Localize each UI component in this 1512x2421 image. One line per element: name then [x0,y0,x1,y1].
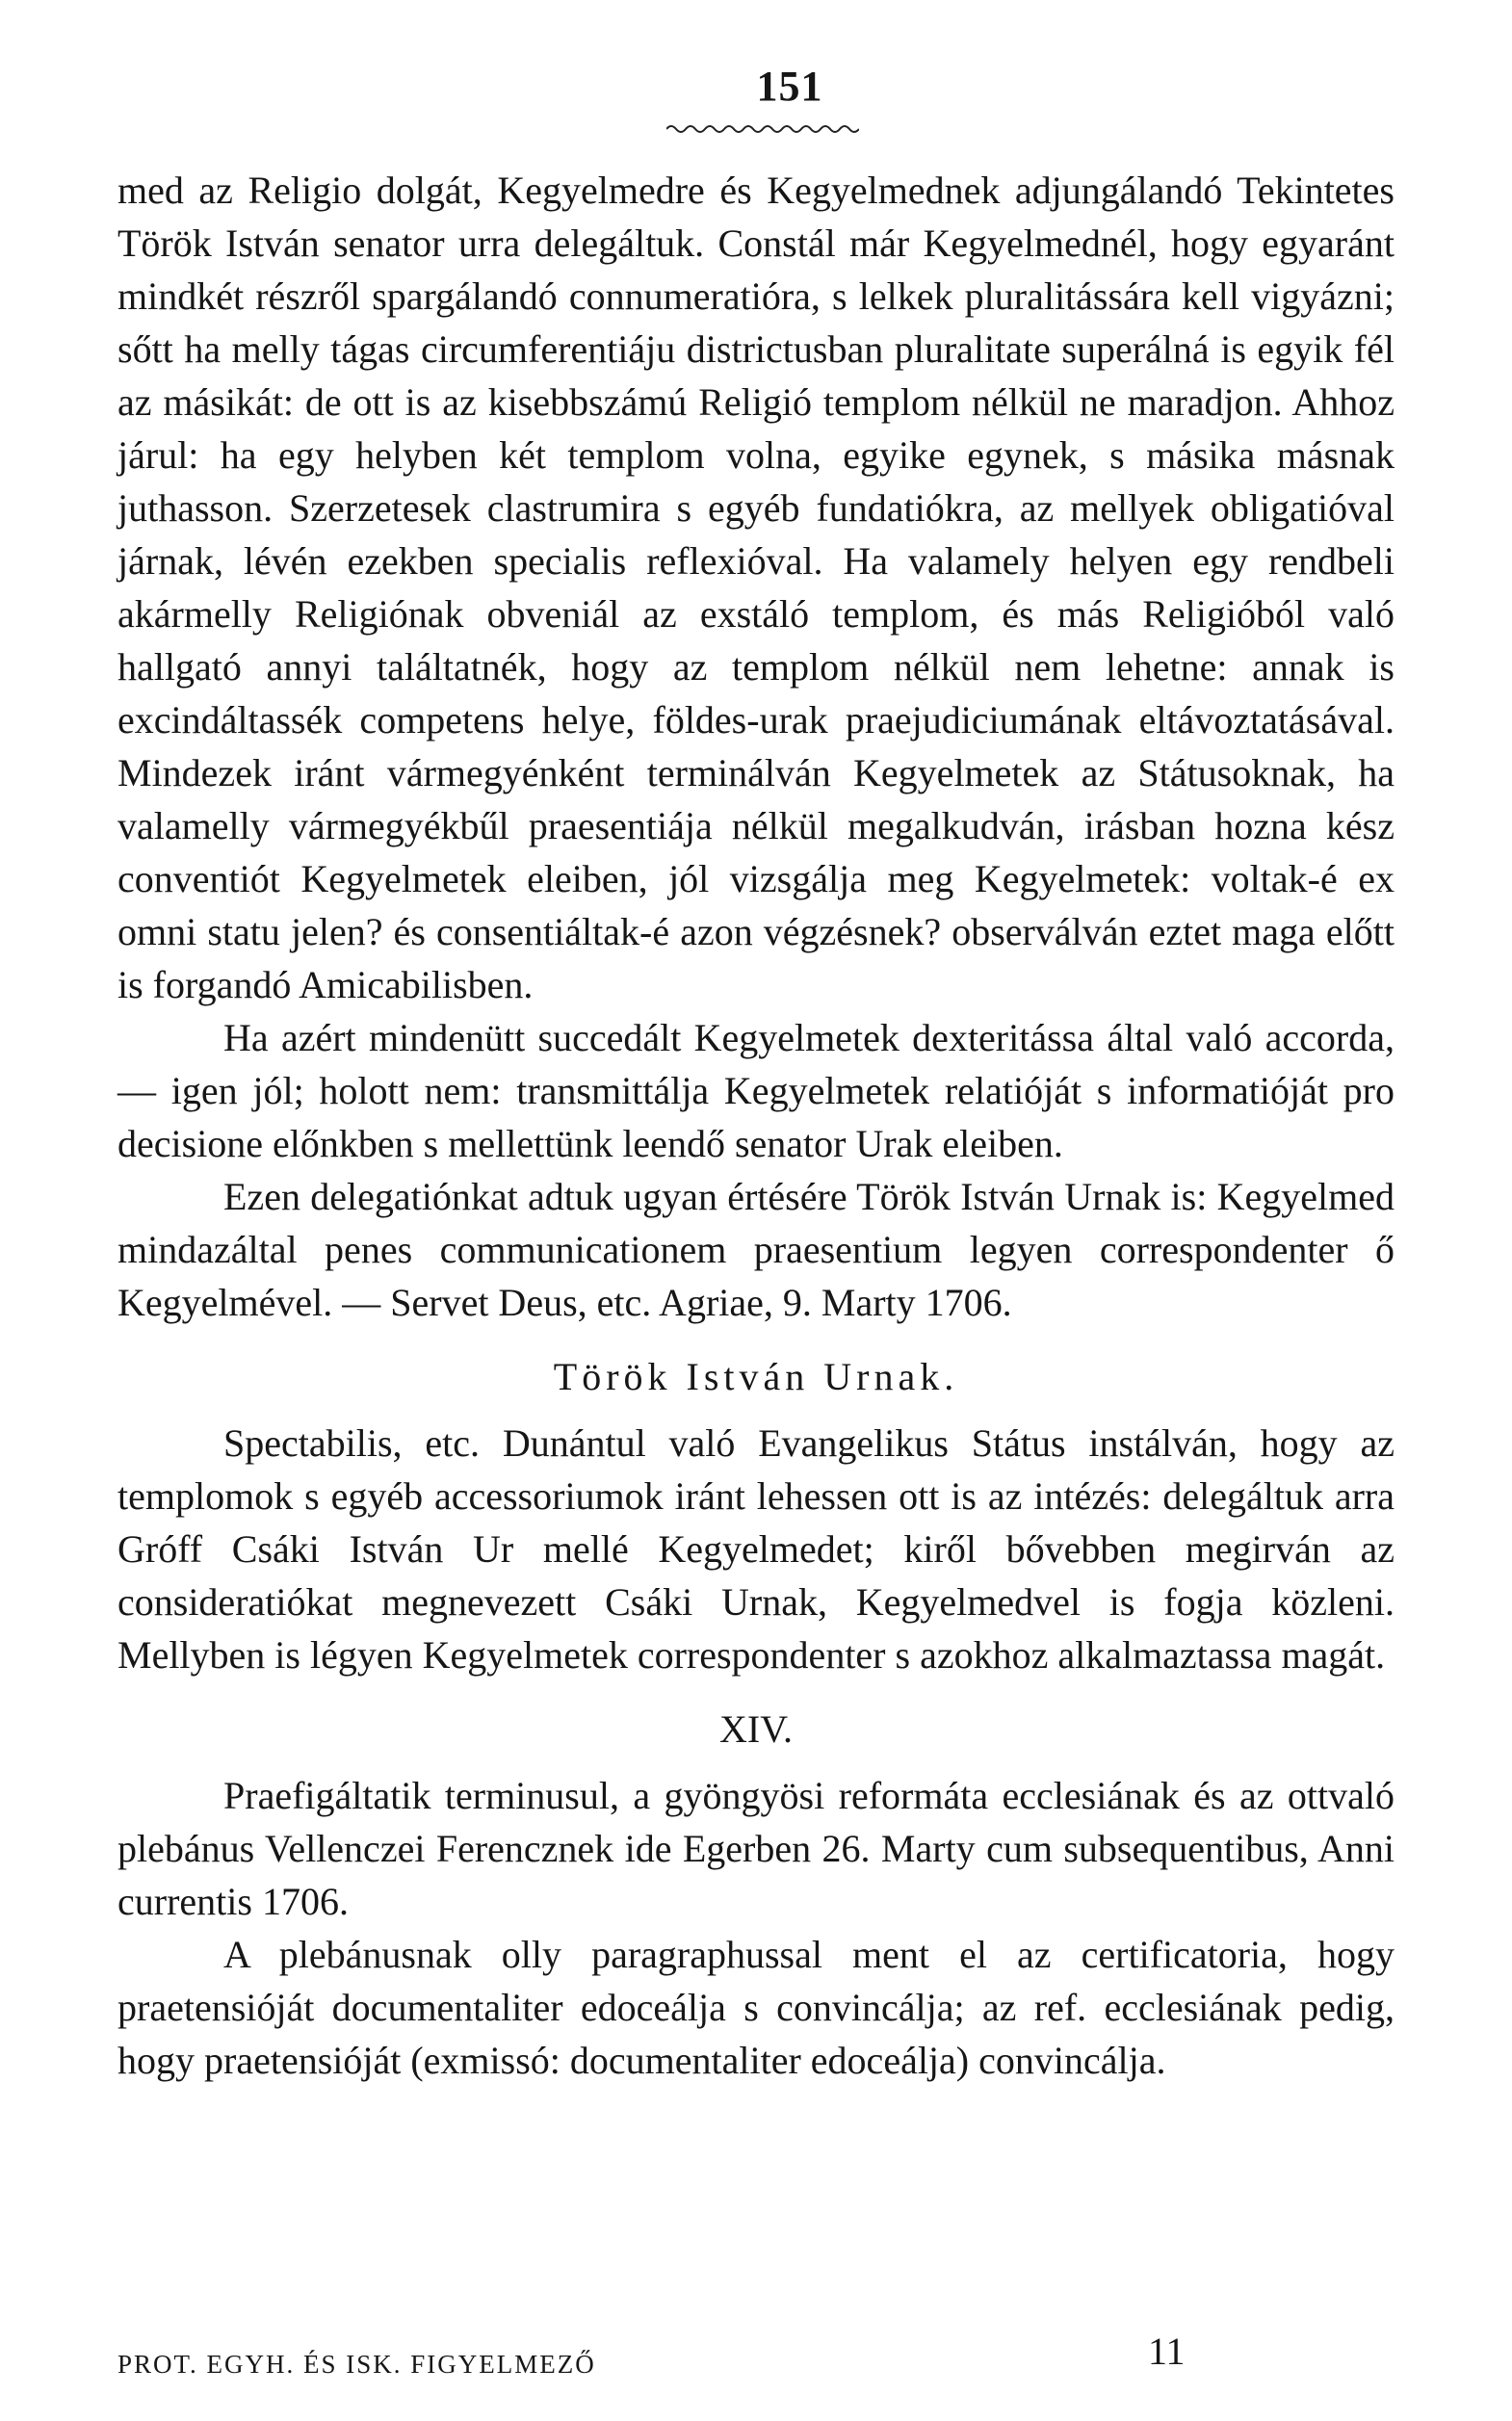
letter-heading: Török István Urnak. [553,1355,959,1398]
signature-mark: 11 [1148,2330,1186,2373]
page-number: 151 [756,63,823,110]
section-paragraph-1: Praefigáltatik terminusul, a gyöngyösi reformáta ecclesiának és az ottvaló plebánus Vellenczei Ferencznek ide Egerben 26. Marty cum subsequentibus, Anni currentis 1706. [117,1774,1395,1923]
paragraph-2: Ha azért mindenütt succedált Kegyelmetek dexteritássa által való accorda, — igen jól; holott nem: transmittálja Kegyelmetek relatióját s informatióját pro decisione előnkben s mellettünk leendő senator Urak eleiben. [117,1016,1395,1165]
page-footer [117,2329,1395,2386]
letter-paragraph: Spectabilis, etc. Dunántul való Evangelikus Státus instálván, hogy az templomok s egyéb accessoriumok iránt lehessen ott is az intézés: delegáltuk arra Gróff Csáki István Ur mellé Kegyelmedet; kiről bővebben megirván az consideratiókat megnevezett Csáki Urnak, Kegyelmedvel is fogja közleni. Mellyben is légyen Kegyelmetek correspondenter s azokhoz alkalmaztassa magát. [117,1421,1395,1677]
section-paragraph-2: A plebánusnak olly paragraphussal ment el az certificatoria, hogy praetensióját documentaliter edoceálja s convincálja; az ref. ecclesiának pedig, hogy praetensióját (exmissó: documentaliter edoceálja) convincálja. [117,1933,1395,2082]
book-page [117,0,1395,2421]
page-body [117,164,1395,2087]
journal-title: PROT. EGYH. ÉS ISK. FIGYELMEZŐ [117,2350,596,2379]
page-header [117,62,1395,168]
paragraph-3: Ezen delegatiónkat adtuk ugyan értésére Török István Urnak is: Kegyelmed mindazáltal penes communicationem praesentium legyen correspondenter ő Kegyelmével. — Servet Deus, etc. Agriae, 9. Marty 1706. [117,1175,1395,1324]
wavy-rule-ornament [666,119,859,139]
paragraph-1: med az Religio dolgát, Kegyelmedre és Kegyelmednek adjungálandó Tekintetes Török István senator urra delegáltuk. Constál már Kegyelmednél, hogy egyaránt mindkét részről spargálandó connumeratióra, s lelkek pluralitássára kell vigyázni; sőtt ha melly tágas circumferentiáju districtusban pluralitate superálná is egyik fél az másikát: de ott is az kisebbszámú Religió templom nélkül ne maradjon. Ahhoz járul: ha egy helyben két templom volna, egyike egynek, s másika másnak juthasson. Szerzetesek clastrumira s egyéb fundatiókra, az mellyek obligatióval járnak, lévén ezekben specialis reflexióval. Ha valamely helyen egy rendbeli akármelly Religiónak obveniál az exstáló templom, és más Religióból való hallgató annyi találtatnék, hogy az templom nélkül nem lehetne: annak is excindáltassék competens helye, földes-urak praejudiciumának eltávoztatásával. Mindezek iránt vármegyénként terminálván Kegyelmetek az Státusoknak, ha valamelly vármegyékbűl praesentiája nélkül megalkudván, irásban hozna kész conventiót Kegyelmetek eleiben, jól vizsgálja meg Kegyelmetek: voltak-é ex omni statu jelen? és consentiáltak-é azon végzésnek? observálván eztet maga előtt is forgandó Amicabilisben. [117,169,1395,1006]
section-heading: XIV. [719,1707,793,1751]
